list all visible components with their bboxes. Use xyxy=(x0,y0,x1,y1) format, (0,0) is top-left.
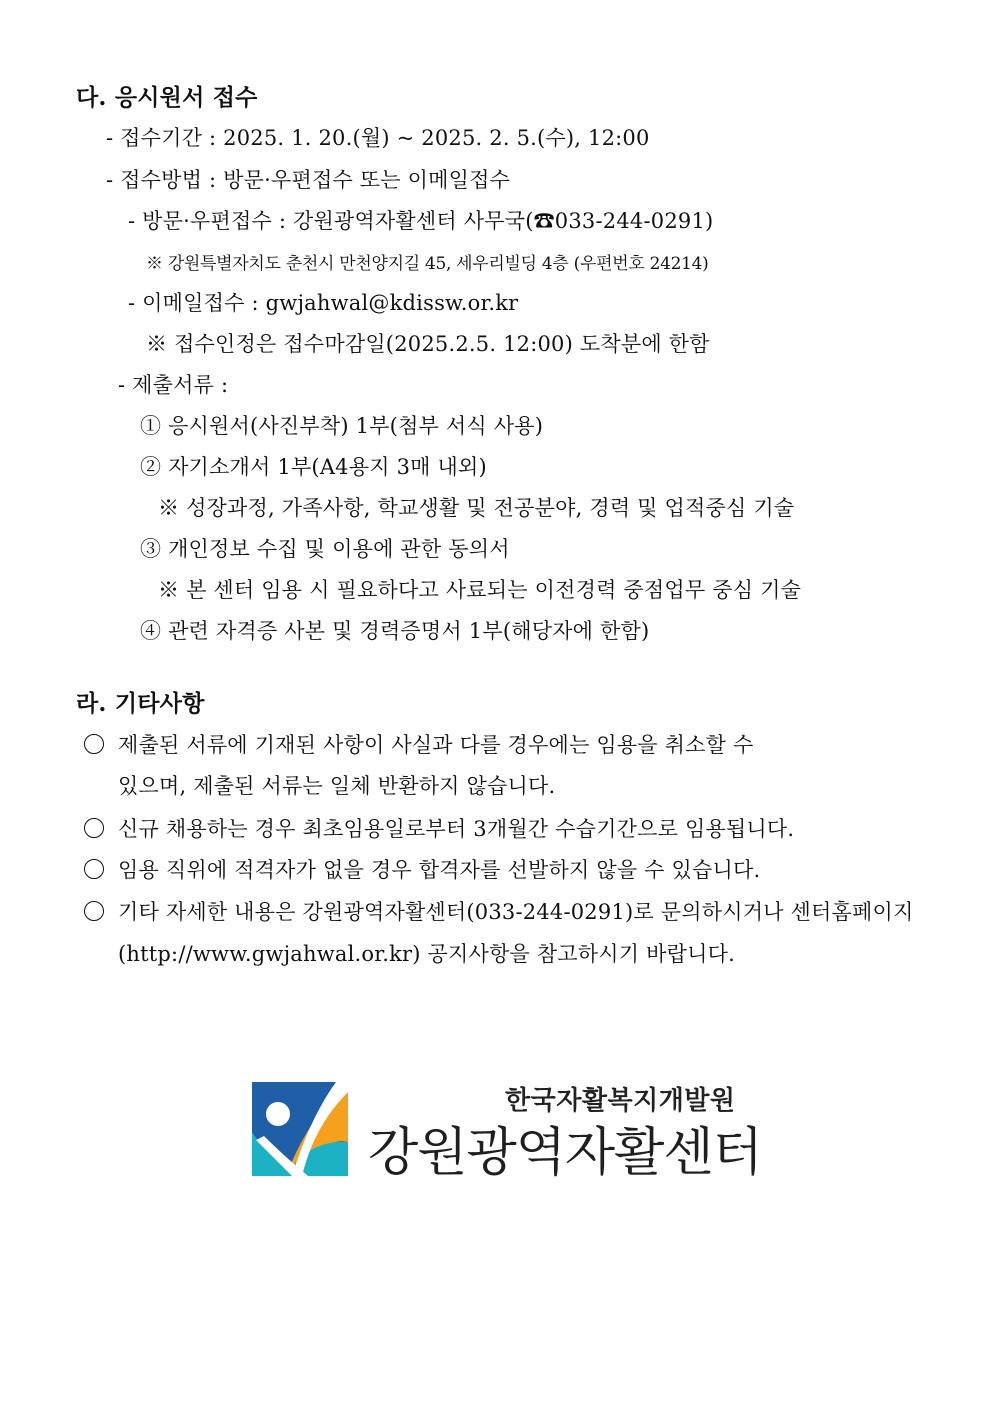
item-2-text: 신규 채용하는 경우 최초임용일로부터 3개월간 수습기간으로 임용됩니다. xyxy=(118,817,795,841)
item-3-text: 임용 직위에 적격자가 없을 경우 합격자를 선발하지 않을 수 있습니다. xyxy=(118,858,761,882)
doc-2: ② 자기소개서 1부(A4용지 3매 내외) xyxy=(140,455,487,479)
center-logo xyxy=(250,1078,762,1183)
email-note: ※ 접수인정은 접수마감일(2025.2.5. 12:00) 도착분에 한함 xyxy=(146,332,710,356)
doc-3-note: ※ 본 센터 임용 시 필요하다고 사료되는 이전경력 중점업무 중심 기술 xyxy=(158,578,802,602)
logo-subtitle: 한국자활복지개발원 xyxy=(505,1086,736,1116)
doc-4: ④ 관련 자격증 사본 및 경력증명서 1부(해당자에 한함) xyxy=(140,619,650,643)
docs-label: - 제출서류 : xyxy=(118,373,229,397)
list-item xyxy=(84,815,794,843)
circle-bullet-icon xyxy=(84,734,104,754)
visit-line: - 방문·우편접수 : 강원광역자활센터 사무국(☎033-244-0291) xyxy=(128,209,714,233)
doc-2-note: ※ 성장과정, 가족사항, 학교생활 및 전공분야, 경력 및 업적중심 기술 xyxy=(158,496,795,520)
item-1-text: 제출된 서류에 기재된 사항이 사실과 다를 경우에는 임용을 취소할 수 xyxy=(118,733,754,757)
section-da-title: 다. 응시원서 접수 xyxy=(76,84,258,111)
doc-1: ① 응시원서(사진부착) 1부(첨부 서식 사용) xyxy=(140,414,544,438)
method-line: - 접수방법 : 방문·우편접수 또는 이메일접수 xyxy=(106,168,511,192)
circle-bullet-icon xyxy=(84,859,104,879)
period-line: - 접수기간 : 2025. 1. 20.(월) ~ 2025. 2. 5.(수), 12:00 xyxy=(106,126,650,150)
list-item xyxy=(84,898,913,926)
item-1-continuation: 있으며, 제출된 서류는 일체 반환하지 않습니다. xyxy=(118,774,556,798)
logo-title: 강원광역자활센터 xyxy=(368,1123,762,1183)
email-line: - 이메일접수 : gwjahwal@kdissw.or.kr xyxy=(128,291,519,315)
item-4-text: 기타 자세한 내용은 강원광역자활센터(033-244-0291)로 문의하시거나 센터홈페이지 xyxy=(118,900,914,924)
circle-bullet-icon xyxy=(84,901,104,921)
item-4-continuation: (http://www.gwjahwal.or.kr) 공지사항을 참고하시기 바랍니다. xyxy=(118,942,735,966)
circle-bullet-icon xyxy=(84,818,104,838)
list-item xyxy=(84,731,753,759)
doc-3: ③ 개인정보 수집 및 이용에 관한 동의서 xyxy=(140,537,510,561)
list-item xyxy=(84,856,760,884)
section-ra-title: 라. 기타사항 xyxy=(76,690,205,717)
logo-mark-icon xyxy=(250,1078,350,1176)
address-note: ※ 강원특별자치도 춘천시 만천양지길 45, 세우리빌딩 4층 (우편번호 24214) xyxy=(146,254,709,274)
